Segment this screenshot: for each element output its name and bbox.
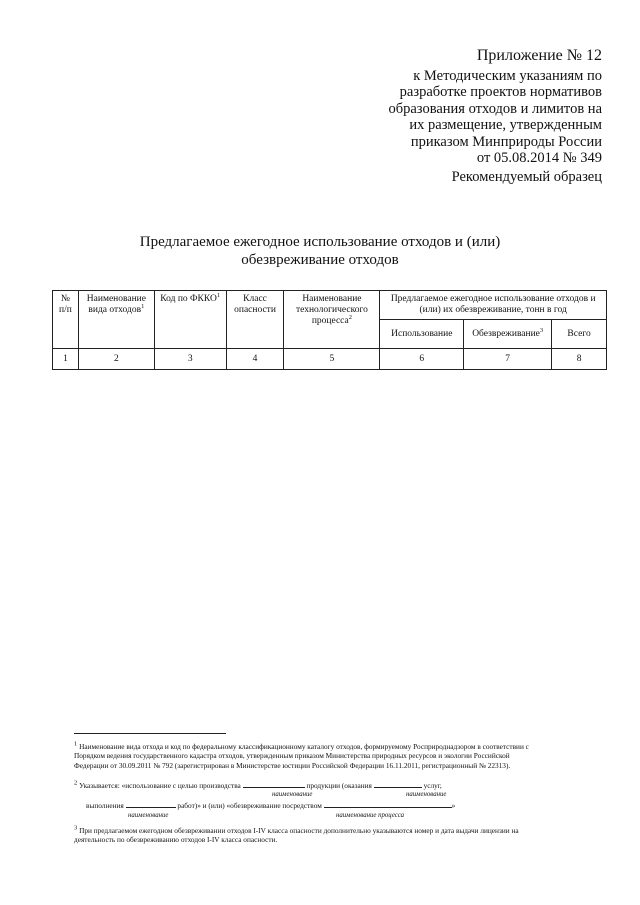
header-fkko-code: Код по ФККО$^1$ [154, 291, 226, 349]
footnote-1 [74, 742, 614, 770]
footnote-caption-row [74, 790, 614, 799]
header-neutralize: Обезвреживание$^3$ [464, 320, 552, 349]
header-num: № п/п [53, 291, 79, 349]
footnote-divider [74, 733, 226, 734]
column-number: 7 [464, 349, 552, 370]
document-title [0, 233, 640, 269]
footnote-caption-row [74, 811, 614, 820]
header-line: от 05.08.2014 № 349 [476, 150, 602, 166]
header-hazard-class: Класс опасности [226, 291, 284, 349]
footnote-3 [74, 826, 614, 845]
column-number-row [53, 349, 607, 370]
footnote-caption: наименование [128, 811, 169, 819]
table-header-row [53, 291, 607, 320]
column-number: 2 [78, 349, 154, 370]
footnote-line: деятельность по обезвреживанию отходов I-IV класса опасности. [74, 835, 278, 845]
footnote-line: $^2$ Указывается: «использование с целью производства продукции (оказания услуг, [74, 779, 442, 790]
footnote-line: Порядком ведения государственного кадастра отходов, утвержденным приказом Министерства природных ресурсов и экологии Российской [74, 751, 510, 761]
column-number: 8 [552, 349, 607, 370]
header-waste-name: Наименование вида отходов$^1$ [78, 291, 154, 349]
header-process: Наименование технологического процесса$^2$ [284, 291, 380, 349]
appendix-header [388, 48, 602, 185]
header-line: к Методическим указаниям по [413, 67, 602, 84]
title-line-2: обезвреживание отходов [241, 252, 399, 268]
header-line: их размещение, утвержденным [409, 117, 602, 133]
column-number: 3 [154, 349, 226, 370]
column-number: 6 [380, 349, 464, 370]
header-line: разработке проектов нормативов [399, 84, 602, 100]
footnote-line: $^1$ Наименование вида отхода и код по федеральному классификационному каталогу отходов, формируемому Росприроднадзором в соответствии с [74, 740, 529, 751]
footnote-line: $^3$ При предлагаемом ежегодном обезвреживании отходов I-IV класса опасности дополнительно указываются номер и дата выдачи лицензии на [74, 824, 519, 835]
footnote-caption: наименование [272, 791, 313, 799]
header-total: Всего [552, 320, 607, 349]
column-number: 4 [226, 349, 284, 370]
title-line-1: Предлагаемое ежегодное использование отходов и (или) [139, 234, 501, 250]
header-line: образования отходов и лимитов на [388, 100, 602, 117]
footnote-line: выполнения работ)» и (или) «обезвреживание посредством » [86, 801, 456, 811]
footnote-2 [74, 779, 614, 820]
column-number: 1 [53, 349, 79, 370]
header-line: приказом Минприроды России [410, 133, 602, 150]
header-use: Использование [380, 320, 464, 349]
header-group-annual: Предлагаемое ежегодное использование отходов и (или) их обезвреживание, тонн в год [380, 291, 607, 320]
footnote-caption: наименование [406, 791, 447, 799]
footnote-line: Федерации от 30.09.2011 № 792 (зарегистрирован в Министерстве юстиции Российской Федерации 16.11.2011, регистрационный № 22313). [74, 760, 511, 770]
waste-usage-table [52, 290, 607, 370]
sample-label: Рекомендуемый образец [451, 168, 602, 185]
footnote-caption: наименование процесса [336, 811, 405, 819]
appendix-number: Приложение № 12 [476, 47, 602, 64]
column-number: 5 [284, 349, 380, 370]
